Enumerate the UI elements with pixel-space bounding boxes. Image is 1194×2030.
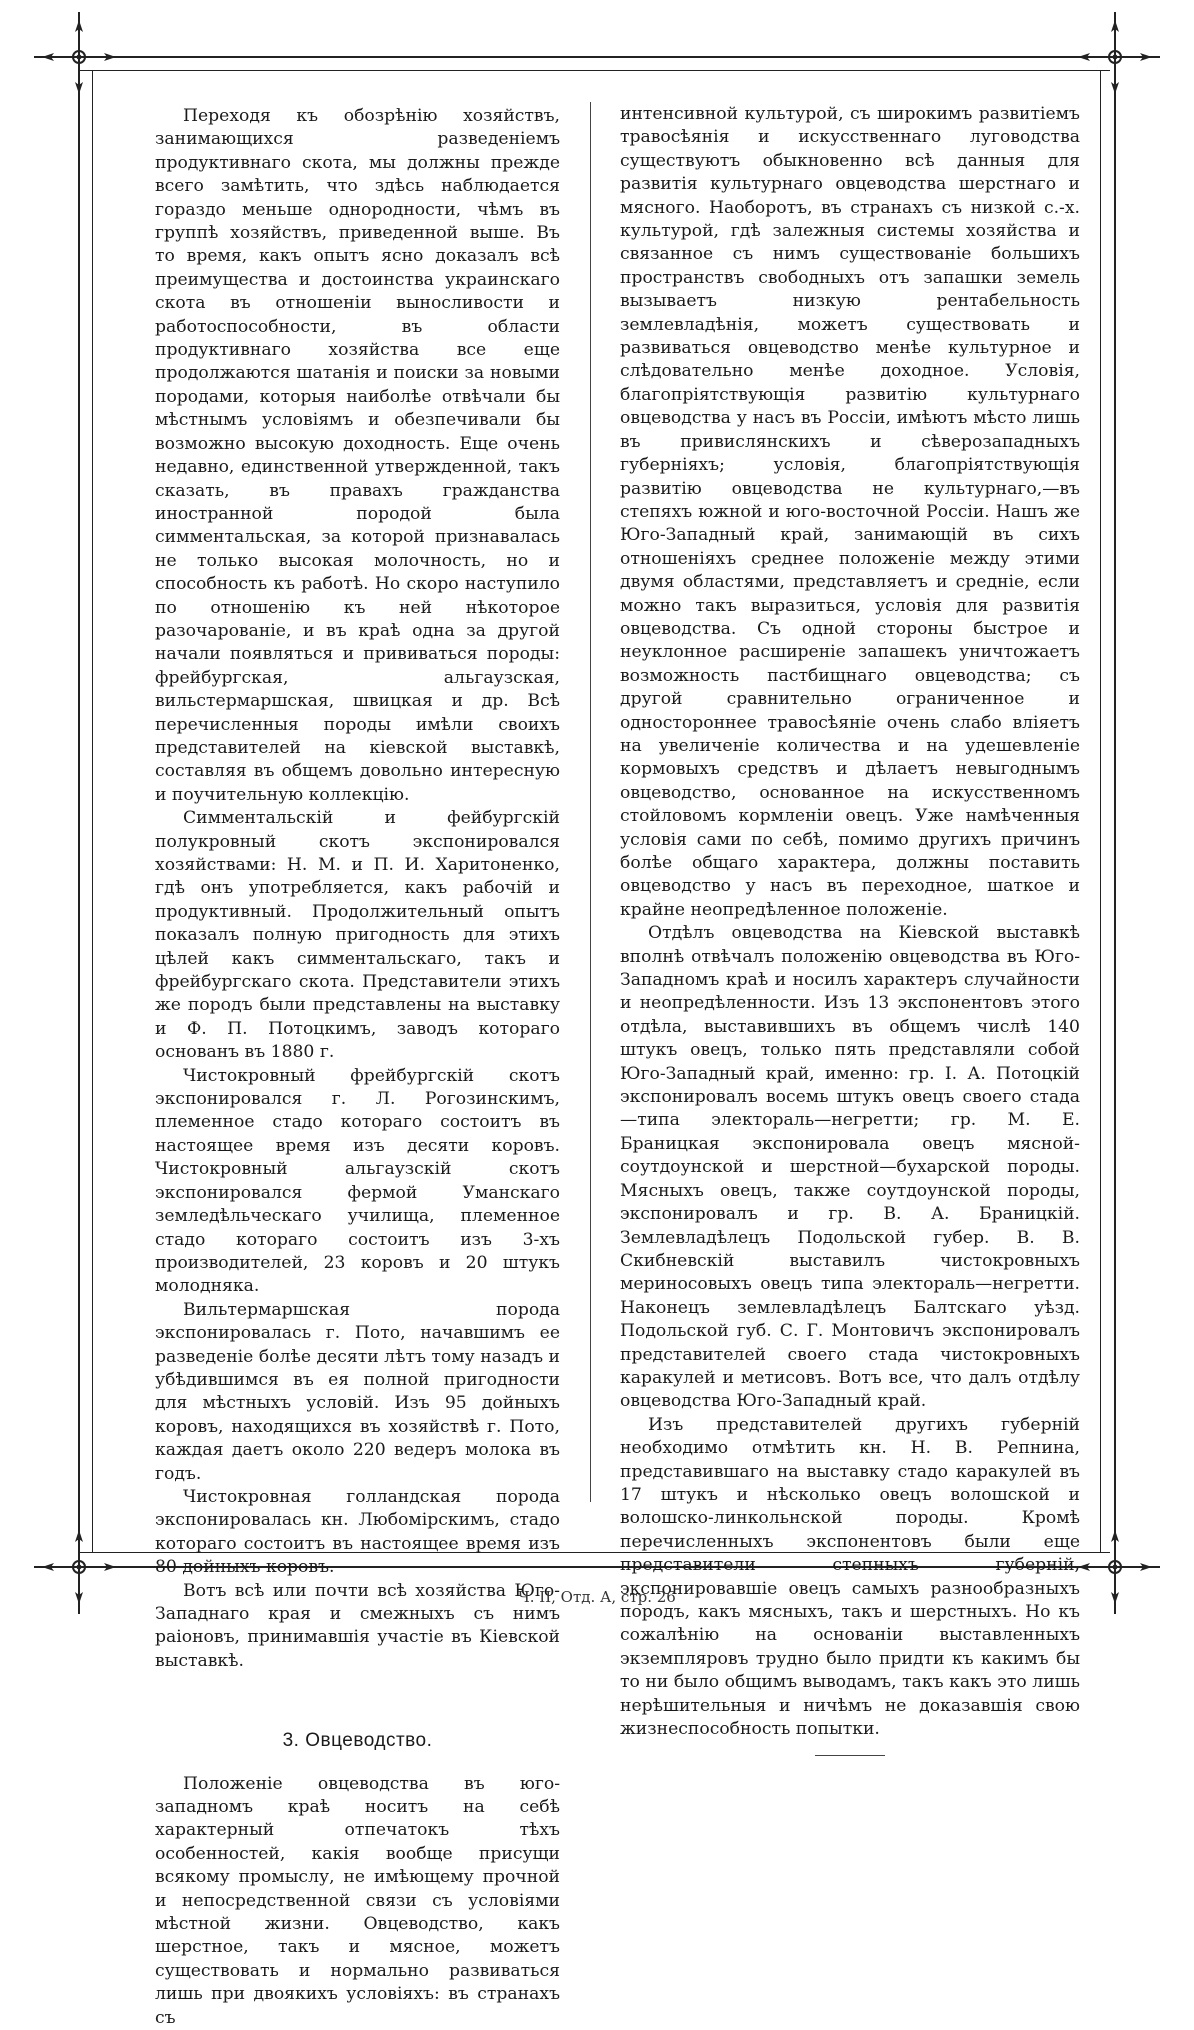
paragraph: Положеніе овцеводства въ юго-западномъ краѣ носитъ на себѣ характерный отпечатокъ тѣхъ особенностей, какія вообще присущи всякому промыслу, не имѣющему прочной и непосредственной связи съ условіями мѣстной жизни. Овцеводство, какъ шерстное, такъ и мясное, можетъ существовать и нормально развиваться лишь при двоякихъ условіяхъ: въ странахъ съ xyxy=(155,1773,560,2028)
section-heading: 3. Овцеводство. xyxy=(282,1730,433,1752)
left-column xyxy=(155,105,560,2030)
frame-left-line xyxy=(78,24,80,1614)
paragraph: Вильтермаршская порода экспонировалась г. Пото, начавшимъ ее разведеніе болѣе десяти лѣтъ тому назадъ и убѣдившимся въ ея полной пригодности для мѣстныхъ условій. Изъ 95 дойныхъ коровъ, находящихся въ хозяйствѣ г. Пото, каждая даетъ около 220 ведеръ молока въ годъ. xyxy=(155,1299,560,1484)
right-column xyxy=(620,103,1080,1756)
frame-left-inner-line xyxy=(92,70,93,1552)
paragraph: Чистокровная голландская порода экспонировалась кн. Любомірскимъ, стадо котораго состоитъ въ настоящее время изъ 80 дойныхъ коровъ. xyxy=(155,1486,560,1578)
paragraph: Переходя къ обозрѣнію хозяйствъ, занимающихся разведеніемъ продуктивнаго скота, мы должны прежде всего замѣтить, что здѣсь наблюдается гораздо меньше однородности, чѣмъ въ группѣ хозяйствъ, приведенной выше. Въ то время, какъ опытъ ясно доказалъ всѣ преимущества и достоинства украинскаго скота въ отношеніи выносливости и работоспособности, въ области продуктивнаго хозяйства все еще продолжаются шатанія и поиски за новыми породами, которыя наиболѣе отвѣчали бы мѣстнымъ условіямъ и обезпечивали бы возможно высокую доходность. Еще очень недавно, единственной утвержденной, такъ сказать, въ правахъ гражданства иностранной породой была симментальская, за которой признавалась не только высокая молочность, но и способность къ работѣ. Но скоро наступило по отношенію къ ней нѣкоторое разочарованіе, и въ краѣ одна за другой начали появляться и прививаться породы: фрейбургская, альгаузская, вильстермаршская, швицкая и др. Всѣ перечисленныя породы имѣли своихъ представителей на кіевской выставкѣ, составляя въ общемъ довольно интересную и поучительную коллекцію. xyxy=(155,106,560,805)
paragraph: Чистокровный фрейбургскій скотъ экспонировался г. Л. Рогозинскимъ, племенное стадо котораго состоитъ въ настоящее время изъ десяти коровъ. Чистокровный альгаузскій скотъ экспонировался фермой Уманскаго земледѣльческаго училища, племенное стадо котораго состоитъ изъ 3-хъ производителей, 23 коровъ и 20 штукъ молодняка. xyxy=(155,1065,560,1297)
frame-top-line xyxy=(38,56,1154,58)
paragraph: интенсивной культурой, съ широкимъ развитіемъ травосѣянія и искусственнаго луговодства существуютъ обыкновенно всѣ данныя для развитія культурнаго овцеводства шерстнаго и мясного. Наоборотъ, въ странахъ съ низкой с.-х. культурой, гдѣ залежныя системы хозяйства и связанное съ нимъ существованіе большихъ пространствъ свободныхъ отъ запашки земель вызываетъ низкую рентабельность землевладѣнія, можетъ существовать и развиваться овцеводство менѣе культурное и слѣдовательно менѣе доходное. Условія, благопріятствующія развитію культурнаго овцеводства у насъ въ Россіи, имѣютъ мѣсто лишь въ привислянскихъ и сѣверозападныхъ губерніяхъ; условія, благопріятствующія развитію овцеводства не культурнаго,—въ степяхъ южной и юго-восточной Россіи. Нашъ же Юго-Западный край, занимающій въ сихъ отношеніяхъ среднее положеніе между этими двумя областями, представляетъ и средніе, если можно такъ выразиться, условія для развитія овцеводства. Съ одной стороны быстрое и неуклонное расширеніе запашекъ уничтожаетъ возможность пастбищнаго овцеводства; съ другой сравнительно ограниченное и одностороннее травосѣяніе очень слабо вліяетъ на увеличеніе количества и на удешевленіе кормовыхъ средствъ и дѣлаетъ невыгоднымъ овцеводство, основанное на искусственномъ стойловомъ кормленіи овецъ. Уже намѣченныя условія сами по себѣ, помимо другихъ причинъ болѣе общаго характера, должны поставить овцеводство у насъ въ переходное, шаткое и крайне неопредѣленное положеніе. xyxy=(620,104,1080,920)
column-divider xyxy=(590,102,591,1502)
end-rule xyxy=(815,1755,885,1756)
corner-ornament-icon xyxy=(1070,12,1160,102)
paragraph: Вотъ всѣ или почти всѣ хозяйства Юго-Западнаго края и смежныхъ съ нимъ раіоновъ, принимавшія участіе въ Кіевской выставкѣ. xyxy=(155,1580,560,1671)
frame-top-inner-line xyxy=(80,70,1110,71)
paragraph: Изъ представителей другихъ губерній необходимо отмѣтить кн. Н. В. Репнина, представившаго на выставку стадо каракулей въ 17 штукъ и нѣсколько овецъ волошской и волошско-линкольнской породы. Кромѣ перечисленныхъ экспонентовъ были еще представители степныхъ губерній, экспонировавшіе овецъ самыхъ разнообразныхъ породъ, какъ мясныхъ, такъ и шерстныхъ. Но къ сожалѣнію на основаніи выставленныхъ экземпляровъ трудно было придти къ какимъ бы то ни было общимъ выводамъ, такъ какъ это лишь нерѣшительныя и ничѣмъ не доказавшія свою жизнеспособность попытки. xyxy=(620,1414,1080,1740)
frame-right-line xyxy=(1114,24,1116,1614)
paragraph: Симментальскій и фейбургскій полукровный скотъ экспонировался хозяйствами: Н. М. и П. И. Харитоненко, гдѣ онъ употребляется, какъ рабочій и продуктивный. Продолжительный опытъ показалъ полную пригодность для этихъ цѣлей какъ симментальскаго, такъ и фрейбургскаго скота. Представители этихъ же породъ были представлены на выставку и Ф. П. Потоцкимъ, заводъ котораго основанъ въ 1880 г. xyxy=(155,808,560,1063)
paragraph: Отдѣлъ овцеводства на Кіевской выставкѣ вполнѣ отвѣчалъ положенію овцеводства въ Юго-Западномъ краѣ и носилъ характеръ случайности и неопредѣленности. Изъ 13 экспонентовъ этого отдѣла, выставившихъ въ общемъ числѣ 140 штукъ овецъ, только пять представляли собой Юго-Западный край, именно: гр. І. А. Потоцкій экспонировалъ восемь штукъ овецъ своего стада—типа электораль—негретти; гр. М. Е. Браницкая экспонировала овецъ мясной-соутдоунской и шерстной—бухарской породы. Мясныхъ овецъ, также соутдоунской породы, экспонировалъ и гр. В. А. Браницкій. Землевладѣлецъ Подольской губер. В. В. Скибневскій выставилъ чистокровныхъ мериносовыхъ овецъ типа электораль—негретти. Наконецъ землевладѣлецъ Балтскаго уѣзд. Подольской губ. С. Г. Монтовичъ экспонировалъ представителей своего стада чистокровныхъ каракулей и метисовъ. Вотъ все, что далъ отдѣлу овцеводства Юго-Западный край. xyxy=(620,923,1080,1412)
frame-right-inner-line xyxy=(1100,70,1101,1552)
corner-ornament-icon xyxy=(34,12,124,102)
page-footer: Ч. II, Отд. А, стр. 26 xyxy=(518,1588,676,1606)
